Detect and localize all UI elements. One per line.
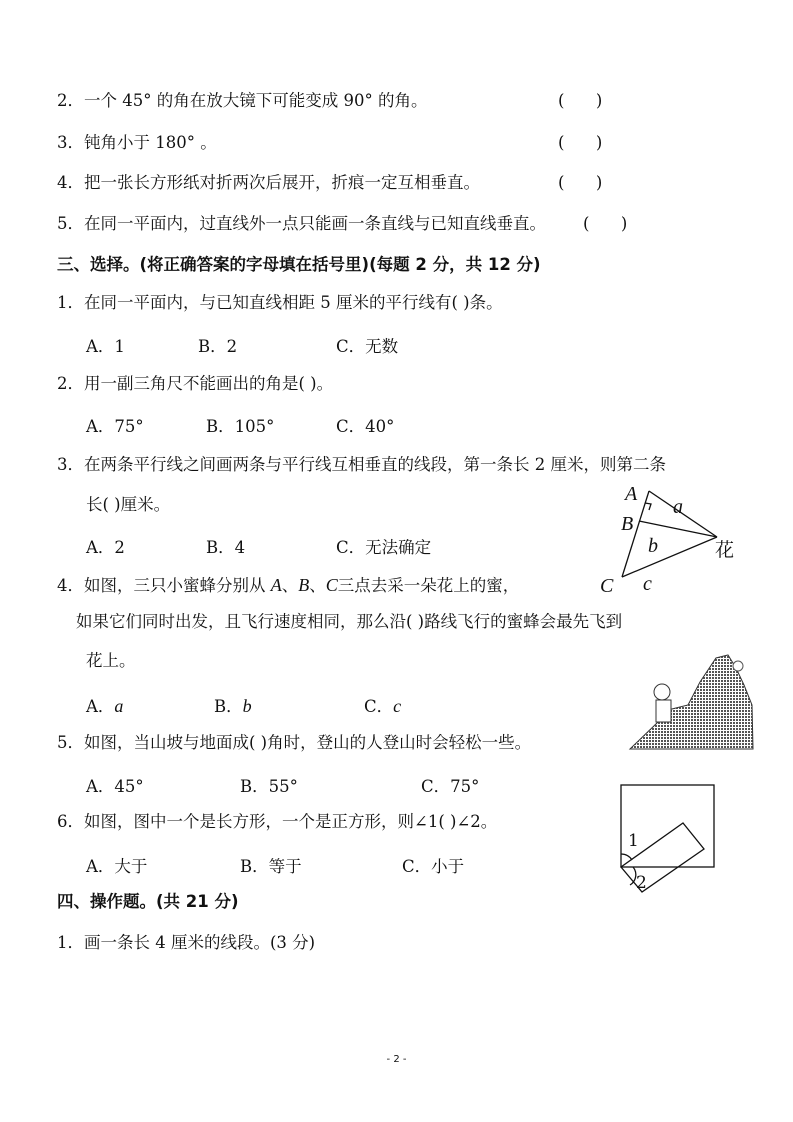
option-c[interactable]: C．40° — [336, 417, 395, 436]
point-b: B — [298, 575, 310, 595]
option-label: A． — [86, 697, 115, 716]
option-c[interactable]: C．小于 — [402, 857, 465, 876]
q4-text: 三点去采一朵花上的蜜， — [337, 576, 520, 595]
choice-q4-cont: 如果它们同时出发，且飞行速度相同，那么沿( )路线飞行的蜜蜂会最先飞到 — [76, 612, 623, 631]
answer-blank[interactable]: ( ) — [558, 91, 603, 110]
judge-q4: 4．把一张长方形纸对折两次后展开，折痕一定互相垂直。 — [57, 173, 480, 192]
square-rectangle-figure — [618, 782, 718, 894]
option-a[interactable]: A．1 — [86, 337, 125, 356]
option-b[interactable]: B．4 — [206, 538, 246, 557]
label-b-point: B — [621, 513, 634, 535]
option-a[interactable]: A．75° — [86, 417, 144, 436]
sun-icon — [733, 661, 743, 671]
choice-q4-cont2: 花上。 — [86, 651, 136, 670]
choice-q2: 2．用一副三角尺不能画出的角是( )。 — [57, 374, 334, 393]
judge-q5: 5．在同一平面内，过直线外一点只能画一条直线与已知直线垂直。 — [57, 214, 546, 233]
label-a-point: A — [625, 483, 638, 505]
operation-q1: 1．画一条长 4 厘米的线段。(3 分) — [57, 933, 316, 952]
option-a[interactable]: A．2 — [86, 538, 125, 557]
option-c[interactable]: C．无法确定 — [336, 538, 432, 557]
square — [621, 785, 714, 867]
label-path-a: a — [673, 496, 683, 518]
option-b[interactable]: B．105° — [206, 417, 275, 436]
label-path-b: b — [648, 535, 658, 557]
path-c — [622, 537, 717, 577]
point-a: A — [270, 575, 282, 595]
choice-q4 — [57, 575, 519, 596]
option-c[interactable] — [364, 693, 401, 717]
angle1-arc — [621, 854, 632, 860]
q4-text: 4．如图，三只小蜜蜂分别从 — [57, 576, 271, 595]
answer-blank[interactable]: ( ) — [558, 133, 603, 152]
label-c-point: C — [600, 575, 614, 597]
option-b[interactable] — [214, 693, 252, 717]
choice-q5: 5．如图，当山坡与地面成( )角时，登山的人登山时会轻松一些。 — [57, 733, 532, 752]
point-c: C — [325, 575, 338, 595]
label-flower: 花 — [715, 539, 735, 561]
option-b[interactable]: B．2 — [198, 337, 238, 356]
judge-q2: 2．一个 45° 的角在放大镜下可能变成 90° 的角。 — [57, 91, 428, 110]
option-label: B． — [214, 697, 243, 716]
judge-q3: 3．钝角小于 180° 。 — [57, 133, 217, 152]
option-b[interactable]: B．等于 — [240, 857, 302, 876]
label-path-c: c — [643, 573, 652, 595]
climber-icon — [654, 684, 671, 722]
mountain-climber-figure — [628, 650, 758, 752]
option-b[interactable]: B．55° — [240, 777, 298, 796]
option-a[interactable] — [86, 693, 123, 717]
sep: 、 — [281, 576, 299, 595]
option-c[interactable]: C．无数 — [336, 337, 399, 356]
angle2-arc — [630, 867, 636, 885]
angle2-label: 2 — [636, 873, 647, 893]
option-a[interactable]: A．45° — [86, 777, 144, 796]
option-label: C． — [364, 697, 394, 716]
answer-blank[interactable]: ( ) — [583, 214, 628, 233]
option-value: b — [242, 696, 252, 716]
bee-triangle-figure — [595, 480, 745, 600]
choice-q3-cont: 长( )厘米。 — [86, 495, 171, 514]
option-value: c — [393, 696, 402, 716]
section3-heading: 三、选择。(将正确答案的字母填在括号里)(每题 2 分，共 12 分) — [57, 255, 541, 274]
angle1-label: 1 — [628, 831, 639, 851]
choice-q1: 1．在同一平面内，与已知直线相距 5 厘米的平行线有( )条。 — [57, 293, 503, 312]
choice-q3: 3．在两条平行线之间画两条与平行线互相垂直的线段，第一条长 2 厘米，则第二条 — [57, 455, 666, 474]
choice-q6: 6．如图，图中一个是长方形，一个是正方形，则∠1( )∠2。 — [57, 812, 498, 831]
right-angle-mark — [645, 503, 651, 510]
option-c[interactable]: C．75° — [421, 777, 480, 796]
option-a[interactable]: A．大于 — [86, 857, 148, 876]
sep: 、 — [309, 576, 326, 595]
page-number: - 2 - — [386, 1054, 407, 1065]
answer-blank[interactable]: ( ) — [558, 173, 603, 192]
option-value: a — [114, 696, 124, 716]
section4-heading: 四、操作题。(共 21 分) — [57, 892, 239, 911]
